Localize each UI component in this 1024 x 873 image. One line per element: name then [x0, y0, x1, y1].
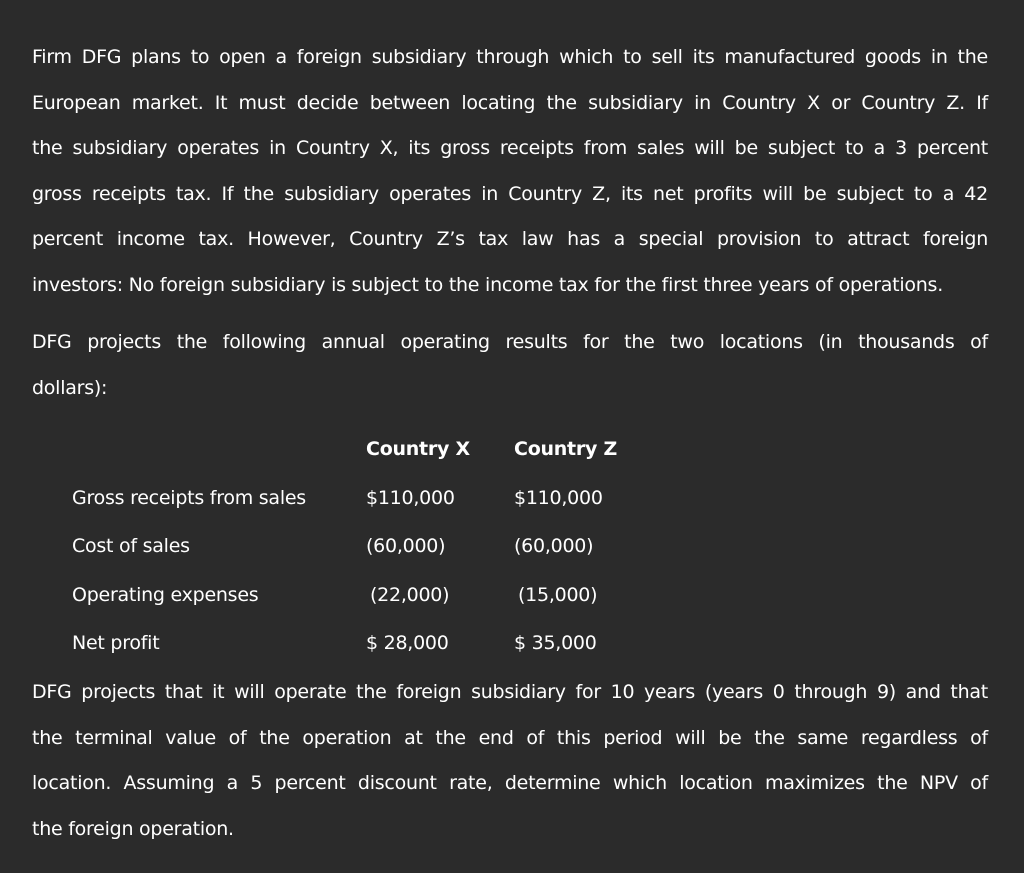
country-z-value: $110,000: [514, 486, 603, 509]
header-country-z: Country Z: [514, 438, 618, 460]
table-row: [72, 571, 672, 620]
country-x-value: $110,000: [366, 486, 455, 509]
row-label: Operating expenses: [72, 583, 259, 606]
conclusion-paragraph: [32, 670, 988, 852]
intro-line: investors: No foreign subsidiary is subject to the income tax for the first three years of operations.: [32, 273, 943, 296]
country-x-value: (22,000): [370, 583, 450, 606]
row-label: Cost of sales: [72, 535, 190, 557]
row-label: Net profit: [72, 632, 160, 654]
table-row: [72, 522, 672, 571]
conclusion-line: DFG projects that it will operate the foreign subsidiary for 10 years (years 0 through 9) and that: [32, 681, 988, 703]
intro-line: European market. It must decide between locating the subsidiary in Country X or Country Z. If: [32, 91, 988, 114]
intro-line: percent income tax. However, Country Z’s tax law has a special provision to attract foreign: [32, 228, 988, 250]
country-z-value: (15,000): [518, 583, 598, 606]
projection-line: dollars):: [32, 376, 108, 399]
conclusion-line: location. Assuming a 5 percent discount rate, determine which location maximizes the NPV of: [32, 772, 988, 794]
header-country-x: Country X: [366, 438, 470, 460]
conclusion-line: the terminal value of the operation at the end of this period will be the same regardless of: [32, 726, 988, 749]
row-label: Gross receipts from sales: [72, 486, 306, 509]
country-x-value: (60,000): [366, 535, 446, 557]
country-x-value: $ 28,000: [366, 632, 449, 654]
intro-paragraph: [32, 35, 988, 308]
projection-line: DFG projects the following annual operating results for the two locations (in thousands of: [32, 331, 988, 353]
country-z-value: $ 35,000: [514, 632, 597, 654]
table-row: [72, 619, 672, 668]
conclusion-line: the foreign operation.: [32, 817, 234, 840]
table-row: [72, 474, 672, 523]
country-z-value: (60,000): [514, 535, 594, 557]
operating-results-table: [72, 425, 672, 668]
table-header-row: [72, 425, 672, 474]
projection-paragraph: [32, 320, 988, 411]
intro-line: Firm DFG plans to open a foreign subsidiary through which to sell its manufactured goods in the: [32, 46, 988, 68]
intro-line: gross receipts tax. If the subsidiary operates in Country Z, its net profits will be subject to a 42: [32, 182, 988, 205]
intro-line: the subsidiary operates in Country X, its gross receipts from sales will be subject to a 3 percent: [32, 137, 988, 159]
